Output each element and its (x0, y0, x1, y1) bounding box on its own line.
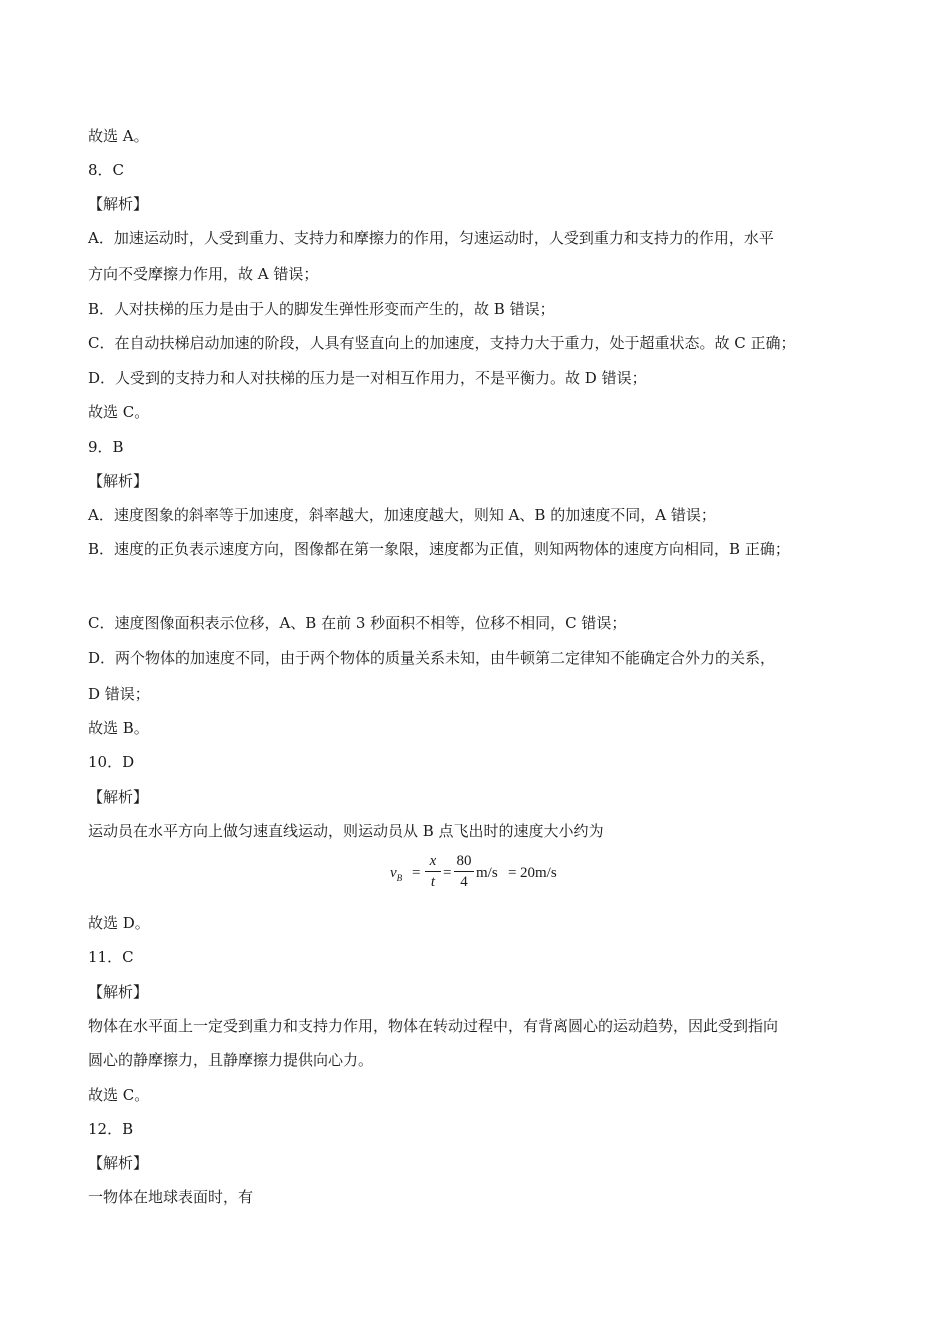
text-line: D 错误； (88, 685, 150, 703)
text-line: 方向不受摩擦力作用，故 A 错误； (88, 265, 319, 283)
text-line: 故选 B。 (88, 719, 149, 737)
text-line: D．人受到的支持力和人对扶梯的压力是一对相互作用力，不是平衡力。故 D 错误； (88, 369, 647, 387)
section-heading: 【解析】 (88, 472, 149, 490)
fraction-numerator: x (429, 853, 437, 869)
fraction-numerator: 80 (456, 853, 472, 869)
section-heading: 【解析】 (88, 983, 149, 1001)
text-line: A．加速运动时，人受到重力、支持力和摩擦力的作用，匀速运动时，人受到重力和支持力的作用，水平 (88, 229, 774, 247)
text-line: 一物体在地球表面时，有 (88, 1188, 254, 1206)
answer-12: 12．B (88, 1120, 134, 1138)
formula-fraction-x-t (425, 852, 441, 891)
answer-9: 9．B (88, 438, 124, 456)
section-heading: 【解析】 (88, 195, 149, 213)
formula-equals: = (443, 865, 452, 881)
fraction-denominator: 4 (460, 874, 468, 890)
section-heading: 【解析】 (88, 1154, 149, 1172)
velocity-formula (390, 852, 590, 896)
text-line: C．在自动扶梯启动加速的阶段，人具有竖直向上的加速度，支持力大于重力，处于超重状态。故 C 正确； (88, 334, 796, 352)
answer-11: 11．C (88, 948, 134, 966)
formula-equals: = (508, 865, 517, 881)
formula-fraction-80-4 (454, 852, 474, 891)
text-line: D．两个物体的加速度不同，由于两个物体的质量关系未知，由牛顿第二定律知不能确定合外力的关系， (88, 649, 776, 667)
formula-v: $v_B$ (390, 865, 403, 883)
section-heading: 【解析】 (88, 788, 149, 806)
text-line: 故选 A。 (88, 127, 149, 145)
text-line: 故选 C。 (88, 1086, 150, 1104)
text-line: 圆心的静摩擦力，且静摩擦力提供向心力。 (88, 1051, 374, 1069)
formula-unit: m/s (476, 865, 498, 881)
answer-8: 8．C (88, 161, 125, 179)
fraction-bar (425, 871, 441, 872)
formula-equals: = (412, 865, 421, 881)
text-line: B．人对扶梯的压力是由于人的脚发生弹性形变而产生的，故 B 错误； (88, 300, 555, 318)
fraction-denominator: t (430, 874, 436, 890)
text-line: 故选 C。 (88, 403, 150, 421)
text-line: C．速度图像面积表示位移，A、B 在前 3 秒面积不相等，位移不相同，C 错误； (88, 614, 627, 632)
text-line: 运动员在水平方向上做匀速直线运动，则运动员从 B 点飞出时的速度大小约为 (88, 822, 604, 840)
text-line: A．速度图象的斜率等于加速度，斜率越大，加速度越大，则知 A、B 的加速度不同，A 错误； (88, 506, 716, 524)
text-line: 物体在水平面上一定受到重力和支持力作用，物体在转动过程中，有背离圆心的运动趋势，因此受到指向 (88, 1017, 779, 1035)
answer-10: 10．D (88, 753, 135, 771)
text-line: 故选 D。 (88, 914, 150, 932)
fraction-bar (454, 871, 474, 872)
formula-result: 20m/s (520, 865, 557, 881)
text-line: B．速度的正负表示速度方向，图像都在第一象限，速度都为正值，则知两物体的速度方向相同，B 正确； (88, 540, 790, 558)
